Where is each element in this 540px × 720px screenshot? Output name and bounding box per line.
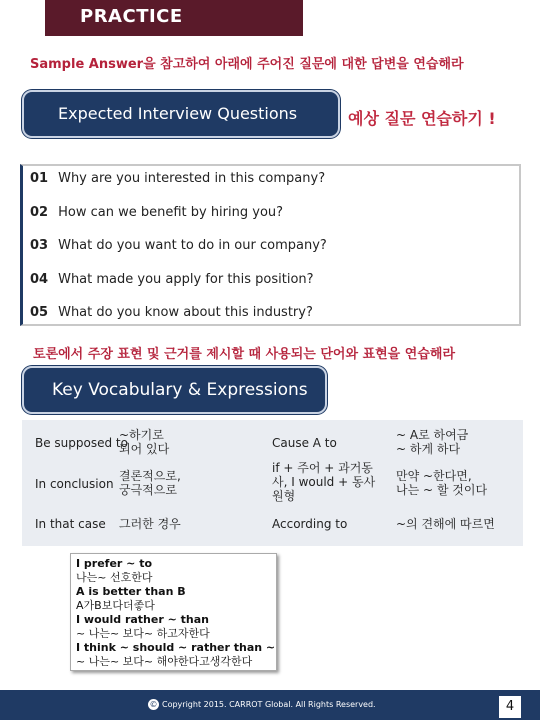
expression-note [70,553,277,671]
note-line: A is better than B [76,585,186,598]
vocab-term: In conclusion [35,477,114,491]
footer-copyright [148,699,376,710]
page-title: PRACTICE [80,6,183,27]
practice-label: 예상 질문 연습하기 ! [348,109,496,128]
vocab-table [22,420,523,546]
page-number: 4 [499,696,521,718]
vocab-meaning: ~의 견해에 따르면 [396,517,495,531]
note-line: ~ 나는~ 보다~ 해야한다고생각한다 [76,655,253,668]
note-line: I think ~ should ~ rather than ~ [76,641,276,654]
header-band [0,0,540,36]
questions-banner-title: Expected Interview Questions [58,104,298,123]
question-item [30,272,314,287]
note-line: 나는~ 선호한다 [76,571,153,584]
copyright-text: Copyright 2015. CARROT Global. All Rights Reserved. [162,700,376,709]
question-text: Why are you interested in this company? [58,171,326,186]
vocab-meaning: 결론적으로, 궁극적으로 [119,469,181,497]
question-item [30,171,325,186]
note-line: ~ 나는~ 보다~ 하고자한다 [76,627,210,640]
question-text: What do you know about this industry? [58,305,313,320]
vocab-meaning: 만약 ~한다면, 나는 ~ 할 것이다 [396,469,488,497]
vocab-term: According to [272,517,348,531]
question-text: What made you apply for this position? [58,272,314,287]
note-line: A가B보다더좋다 [76,599,155,612]
questions-banner [22,90,340,138]
vocab-meaning: ~하기로 되어 있다 [119,428,170,456]
note-line: I prefer ~ to [76,557,153,570]
question-number: 04 [30,272,49,287]
question-item [30,238,327,253]
vocab-meaning: 그러한 경우 [119,517,181,531]
instruction-questions: Sample Answer을 참고하여 아래에 주어진 질문에 대한 답변을 연습해라 [30,57,464,72]
question-text: What do you want to do in our company? [58,238,327,253]
vocab-banner-title: Key Vocabulary & Expressions [52,380,308,400]
instruction-vocabulary: 토론에서 주장 표현 및 근거를 제시할 때 사용되는 단어와 표현을 연습해라 [33,347,455,362]
question-item [30,205,283,220]
vocab-term: In that case [35,517,106,531]
vocab-banner [22,366,327,414]
note-line: I would rather ~ than [76,613,209,626]
vocab-term: Cause A to [272,436,337,450]
vocab-term: if + 주어 + 과거동 사, I would + 동사 원형 [272,461,376,503]
question-number: 05 [30,305,49,320]
question-number: 02 [30,205,49,220]
vocab-term: Be supposed to [35,436,128,450]
question-text: How can we benefit by hiring you? [58,205,284,220]
footer-bar [0,690,540,720]
vocab-meaning: ~ A로 하여금 ~ 하게 하다 [396,428,469,456]
question-number: 03 [30,238,49,253]
questions-box [20,164,521,326]
copyright-icon: © [149,700,158,709]
question-item [30,305,313,320]
question-number: 01 [30,171,49,186]
